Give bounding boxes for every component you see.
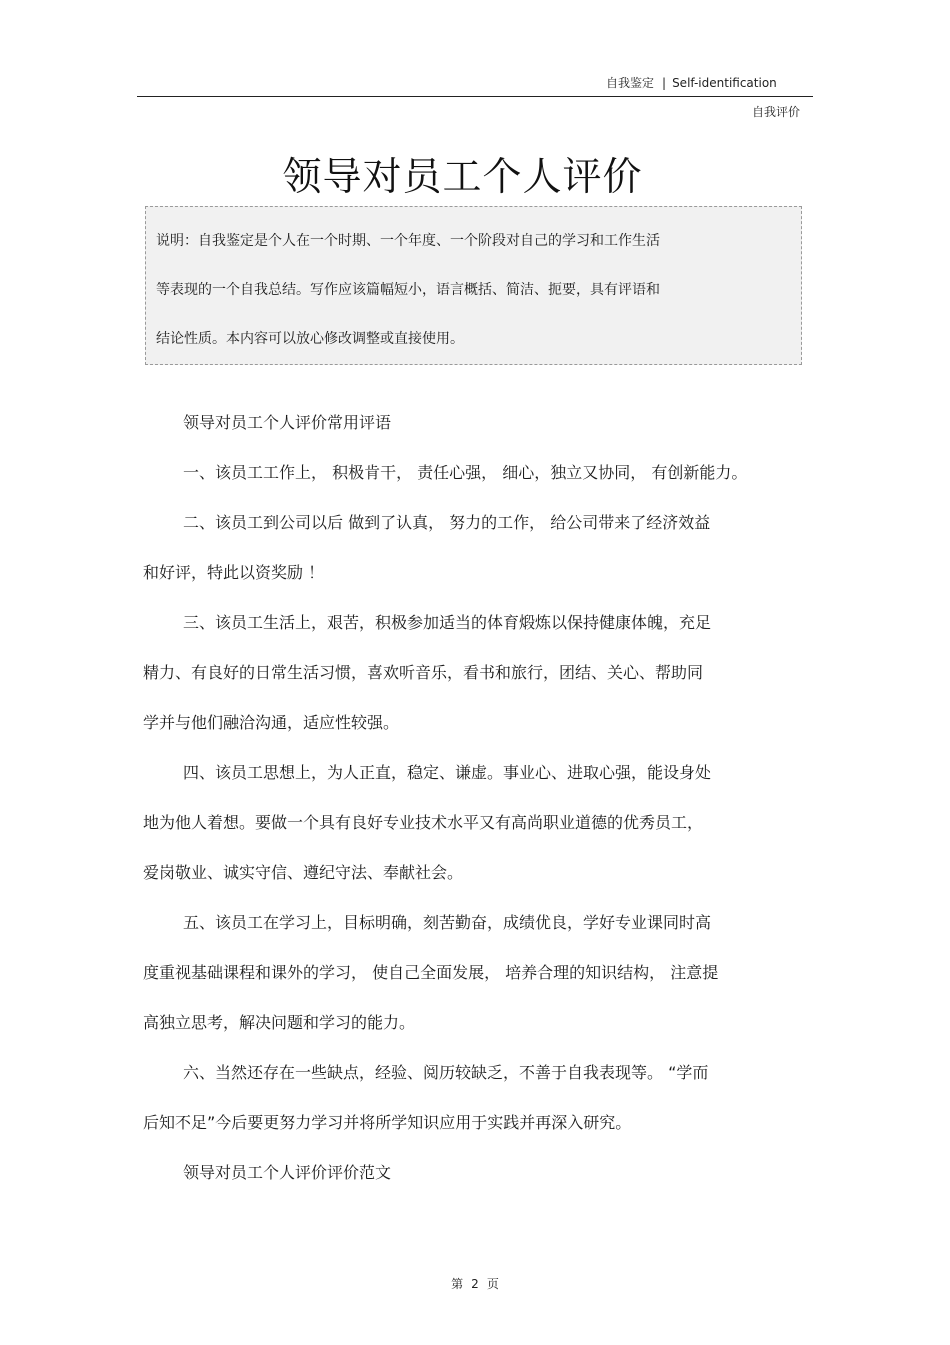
page-number: 2 [471,1277,479,1291]
body-line: 二、该员工到公司以后 做到了认真， 努力的工作， 给公司带来了经济效益 [183,513,711,532]
body-line: 度重视基础课程和课外的学习， 使自己全面发展， 培养合理的知识结构， 注意提 [143,963,719,982]
body-line: 一、该员工工作上， 积极肯干， 责任心强， 细心，独立又协同， 有创新能力。 [183,463,748,482]
body-line: 四、该员工思想上，为人正直，稳定、谦虚。事业心、进取心强，能设身处 [183,763,712,782]
body-line: 和好评，特此以资奖励 ！ [143,563,325,582]
page-footer [0,1275,950,1292]
page-number-suffix: 页 [486,1277,499,1291]
body-line: 精力、有良好的日常生活习惯，喜欢听音乐，看书和旅行，团结、关心、帮助同 [143,663,704,682]
body-line: 六、当然还存在一些缺点，经验、阅历较缺乏，不善于自我表现等。 “学而 [183,1063,709,1082]
header-sub-label: 自我评价 [752,105,801,119]
header-label-en: Self-identification [672,76,777,90]
section-heading: 领导对员工个人评价评价范文 [183,1163,392,1182]
note-line: 等表现的一个自我总结。写作应该篇幅短小，语言概括、简洁、扼要，具有评语和 [156,282,660,298]
body-line: 爱岗敬业、诚实守信、遵纪守法、奉献社会。 [143,863,464,882]
header-rule [137,96,813,97]
body-line: 地为他人着想。要做一个具有良好专业技术水平又有高尚职业道德的优秀员工， [143,813,704,832]
header-separator: | [662,76,667,90]
body-line: 五、该员工在学习上，目标明确，刻苦勤奋，成绩优良，学好专业课同时高 [183,913,712,932]
note-box [145,206,802,365]
document-title: 领导对员工个人评价 [282,155,643,200]
header-label [606,74,777,91]
body-line: 三、该员工生活上，艰苦，积极参加适当的体育煅炼以保持健康体魄，充足 [183,613,712,632]
header-label-cn: 自我鉴定 [606,76,655,90]
body-line: 高独立思考，解决问题和学习的能力。 [143,1013,416,1032]
body-line: 学并与他们融洽沟通，适应性较强。 [143,713,400,732]
note-line: 结论性质。本内容可以放心修改调整或直接使用。 [156,331,464,347]
page-number-prefix: 第 [451,1277,464,1291]
section-heading: 领导对员工个人评价常用评语 [183,413,392,432]
body-line: 后知不足”今后要更努力学习并将所学知识应用于实践并再深入研究。 [143,1113,632,1132]
note-line: 说明：自我鉴定是个人在一个时期、一个年度、一个阶段对自己的学习和工作生活 [156,233,660,249]
